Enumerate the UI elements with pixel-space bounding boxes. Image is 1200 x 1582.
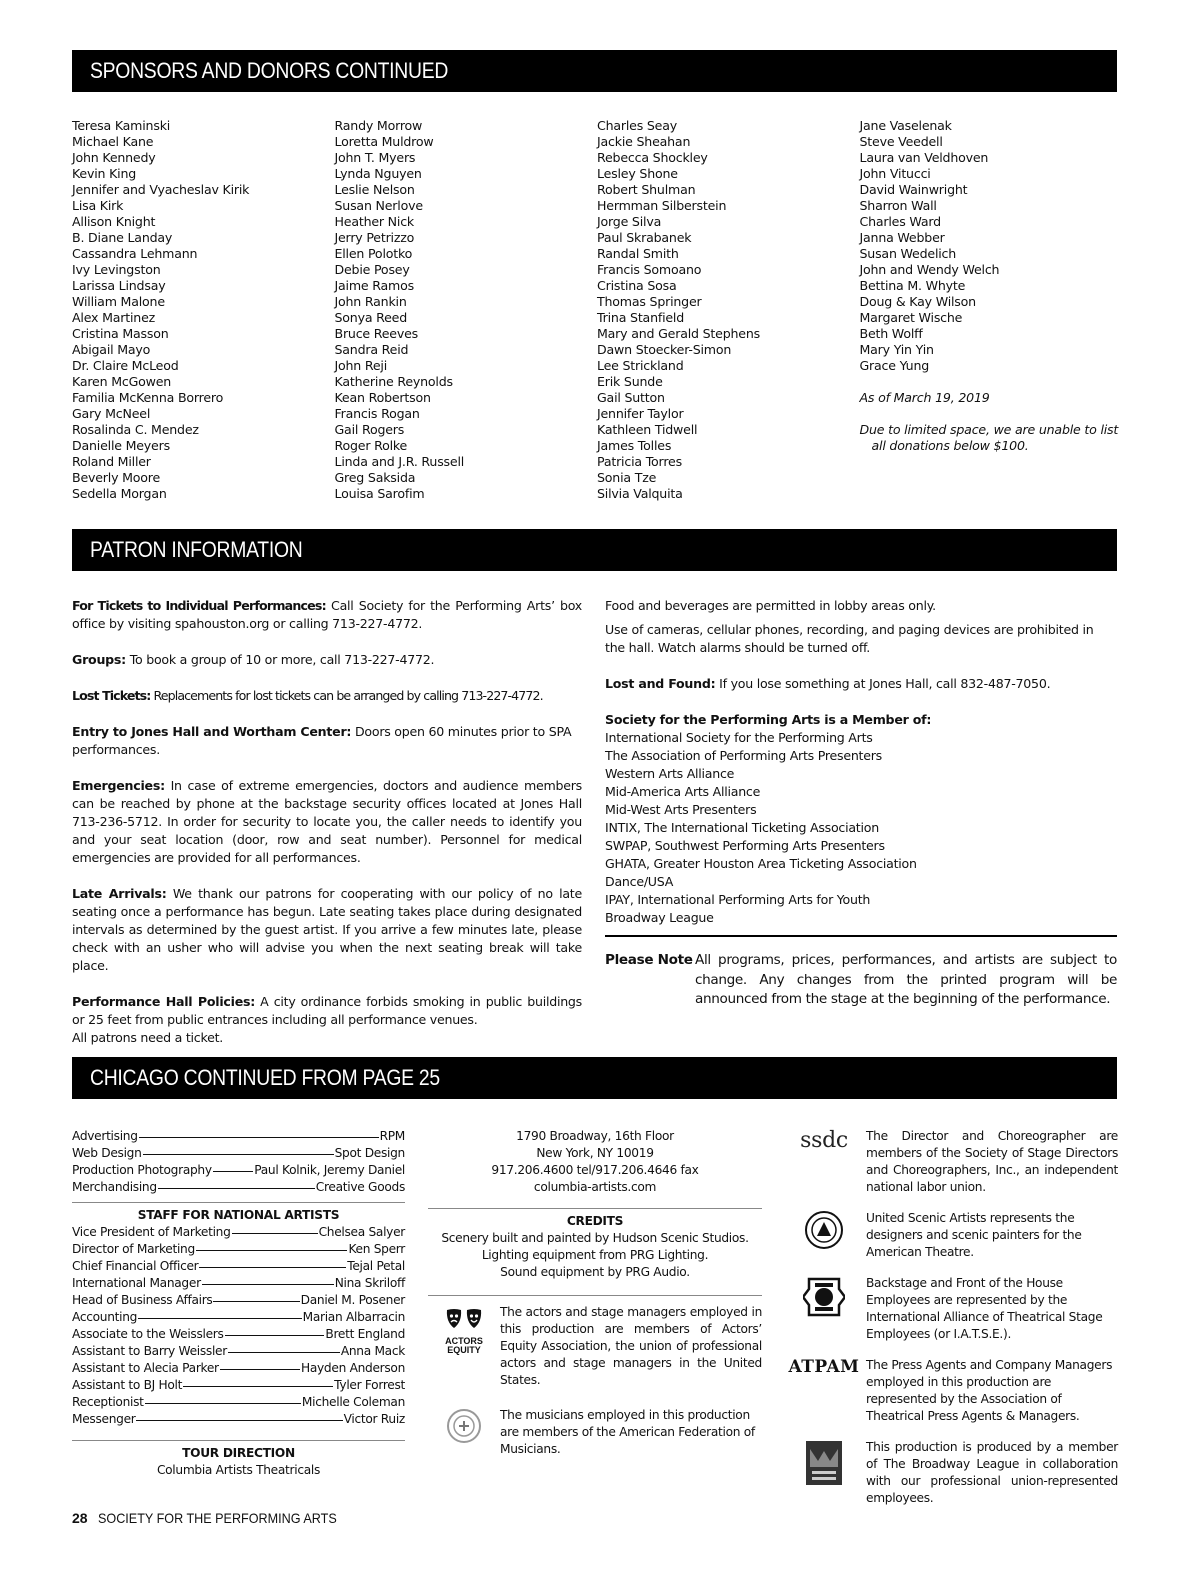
staff-row-value: Tyler Forrest (334, 1378, 405, 1392)
donor-name: Gary McNeel (72, 406, 151, 421)
donor-name: Margaret Wische (859, 310, 963, 325)
leader-line (136, 1420, 342, 1421)
donor-name: Jennifer and Vyacheslav Kirik (72, 182, 250, 197)
donor-name: Roland Miller (72, 454, 151, 469)
chicago-title: CHICAGO CONTINUED FROM PAGE 25 (90, 1065, 440, 1090)
donor-name: Erik Sunde (597, 374, 663, 389)
donor-name: Kathleen Tidwell (597, 422, 698, 437)
donor-name: Sonia Tze (597, 470, 657, 485)
donor-name: Dawn Stoecker-Simon (597, 342, 732, 357)
vendor-list (72, 1128, 405, 1196)
leader-line (158, 1188, 315, 1189)
vendor-row-value: RPM (379, 1129, 405, 1143)
donor-name: Robert Shulman (597, 182, 696, 197)
late-arrivals-label: Late Arrivals: (72, 886, 167, 901)
donor-name: William Malone (72, 294, 165, 309)
leader-line (220, 1369, 300, 1370)
page-footer (72, 1510, 363, 1526)
donor-name: Ivy Levingston (72, 262, 161, 277)
tickets-label: For Tickets to Individual Performances: (72, 598, 326, 613)
donor-name: Louisa Sarofim (334, 486, 425, 501)
member-organization: INTIX, The International Ticketing Association (605, 820, 879, 835)
donor-name: Teresa Kaminski (72, 118, 171, 133)
lost-found-label: Lost and Found: (605, 676, 716, 691)
staff-row-value: Chelsea Salyer (318, 1225, 405, 1239)
staff-row (72, 1411, 405, 1428)
donor-name: Cristina Sosa (597, 278, 677, 293)
donor-name: Doug & Kay Wilson (859, 294, 976, 309)
credits-middle-column (428, 1128, 762, 1458)
donor-name: John and Wendy Welch (859, 262, 1000, 277)
theatre-masks-icon (444, 1308, 484, 1332)
footer-title: SOCIETY FOR THE PERFORMING ARTS (97, 1510, 337, 1526)
donor-name: Rebecca Shockley (597, 150, 708, 165)
actors-equity-logo (428, 1304, 500, 1389)
donor-name: Laura van Veldhoven (859, 150, 989, 165)
patron-banner (72, 529, 1117, 571)
lost-found-text: If you lose something at Jones Hall, call 832-487-7050. (715, 676, 1051, 691)
donor-column-2 (335, 118, 598, 502)
atpam-block (782, 1357, 1118, 1425)
ssdc-text: The Director and Choreographer are members of the Society of Stage Directors and Choreographers, Inc., an independent national labor union. (866, 1129, 1118, 1194)
leader-line (139, 1137, 379, 1138)
address-line: 1790 Broadway, 16th Floor (516, 1129, 674, 1143)
staff-row-label: Head of Business Affairs (72, 1293, 213, 1307)
donation-note-line2: all donations below $100. (871, 438, 1029, 453)
donor-column-3 (597, 118, 860, 502)
donation-note (860, 422, 1123, 454)
divider (605, 935, 1117, 937)
donor-name: Steve Veedell (859, 134, 943, 149)
lost-tickets-text: Replacements for lost tickets can be arranged by calling 713-227-4772. (150, 688, 543, 703)
donor-name: Jaime Ramos (334, 278, 414, 293)
equity-block (428, 1304, 762, 1389)
groups-paragraph (72, 651, 582, 669)
donor-name: John Rankin (334, 294, 407, 309)
donor-name: Jerry Petrizzo (334, 230, 415, 245)
member-organization: Dance/USA (605, 874, 674, 889)
broadway-league-logo (782, 1439, 866, 1507)
chicago-banner (72, 1057, 1117, 1099)
leader-line (143, 1154, 334, 1155)
staff-row (72, 1309, 405, 1326)
staff-row-label: Associate to the Weisslers (72, 1327, 224, 1341)
donor-name: Rosalinda C. Mendez (72, 422, 199, 437)
equity-logo-text: ACTORS EQUITY (445, 1336, 483, 1355)
address-line: New York, NY 10019 (536, 1146, 654, 1160)
staff-row-value: Marian Albarracin (302, 1310, 405, 1324)
staff-row-label: Receptionist (72, 1395, 144, 1409)
donor-name: Cassandra Lehmann (72, 246, 198, 261)
credits-left-column (72, 1128, 405, 1479)
league-text: This production is produced by a member of The Broadway League in collaboration with our professional union-represented employees. (866, 1440, 1118, 1505)
leader-line (145, 1403, 301, 1404)
vendor-row-value: Creative Goods (315, 1180, 405, 1194)
donor-name: Kean Robertson (334, 390, 431, 405)
food-note: Food and beverages are permitted in lobby areas only. (605, 598, 936, 613)
vendor-row (72, 1179, 405, 1196)
staff-row-value: Nina Skriloff (334, 1276, 405, 1290)
donor-name: Leslie Nelson (334, 182, 415, 197)
sponsors-banner (72, 50, 1117, 92)
staff-row-label: Chief Financial Officer (72, 1259, 199, 1273)
staff-row-value: Hayden Anderson (300, 1361, 405, 1375)
donor-name: Randy Morrow (334, 118, 423, 133)
afm-text: The musicians employed in this production are members of the American Federation of Musicians. (500, 1408, 755, 1456)
staff-row (72, 1343, 405, 1360)
groups-text: To book a group of 10 or more, call 713-227-4772. (125, 652, 435, 667)
page-number: 28 (72, 1510, 88, 1526)
staff-row (72, 1224, 405, 1241)
donor-name: Gail Sutton (597, 390, 665, 405)
staff-heading: STAFF FOR NATIONAL ARTISTS (137, 1208, 340, 1222)
donor-name: Linda and J.R. Russell (334, 454, 465, 469)
staff-row (72, 1258, 405, 1275)
donor-name: Charles Ward (859, 214, 941, 229)
vendor-row (72, 1145, 405, 1162)
vendor-row-value: Paul Kolnik, Jeremy Daniel (254, 1163, 405, 1177)
member-organization: GHATA, Greater Houston Area Ticketing Association (605, 856, 917, 871)
donor-name: Danielle Meyers (72, 438, 170, 453)
late-arrivals-paragraph (72, 885, 582, 975)
donor-name: Mary and Gerald Stephens (597, 326, 760, 341)
donor-name: Ellen Polotko (334, 246, 413, 261)
hall-policies-text: A city ordinance forbids smoking in public buildings or 25 feet from public entrances including all performance venues. (72, 994, 582, 1027)
divider (72, 1440, 405, 1441)
donor-column-1 (72, 118, 335, 502)
staff-row (72, 1241, 405, 1258)
donor-name: Grace Yung (859, 358, 930, 373)
lost-tickets-paragraph (72, 687, 582, 705)
divider (72, 1202, 405, 1203)
ssdc-logo (782, 1128, 866, 1196)
usa-text: United Scenic Artists represents the designers and scenic painters for the American Theatre. (866, 1211, 1082, 1259)
donor-name: Patricia Torres (597, 454, 682, 469)
donor-name: Cristina Masson (72, 326, 169, 341)
divider (428, 1295, 762, 1296)
member-organization: Mid-America Arts Alliance (605, 784, 761, 799)
donor-name: Paul Skrabanek (597, 230, 692, 245)
donor-name: Sonya Reed (334, 310, 408, 325)
league-block (782, 1439, 1118, 1507)
donor-name: Abigail Mayo (72, 342, 151, 357)
donor-name: B. Diane Landay (72, 230, 173, 245)
tickets-text: Call Society for the Performing Arts’ box office by visiting spahouston.org or calling 713-227-4772. (72, 598, 583, 631)
donor-name: Jorge Silva (597, 214, 662, 229)
afm-block (428, 1407, 762, 1458)
divider (428, 1208, 762, 1209)
cameras-note: Use of cameras, cellular phones, recording, and paging devices are prohibited in the hall. Watch alarms should be turned off. (605, 622, 1094, 655)
please-note-label: Please Note (605, 952, 693, 968)
donor-name: Thomas Springer (597, 294, 702, 309)
credit-line: Scenery built and painted by Hudson Scenic Studios. (441, 1231, 749, 1245)
member-organization: International Society for the Performing Arts (605, 730, 873, 745)
donor-name: Lynda Nguyen (334, 166, 422, 181)
staff-row-label: Messenger (72, 1412, 136, 1426)
donor-name: Francis Rogan (334, 406, 420, 421)
member-list (605, 729, 1117, 927)
donor-name: Familia McKenna Borrero (72, 390, 224, 405)
staff-row (72, 1360, 405, 1377)
member-label (605, 711, 1117, 729)
member-organization: SWPAP, Southwest Performing Arts Presenters (605, 838, 885, 853)
donor-name: Karen McGowen (72, 374, 172, 389)
donor-name: Trina Stanfield (597, 310, 685, 325)
atpam-logo (782, 1357, 866, 1425)
staff-row-label: Accounting (72, 1310, 138, 1324)
donor-name: Jackie Sheahan (597, 134, 691, 149)
emergencies-label: Emergencies: (72, 778, 165, 793)
donor-column-4-names (860, 118, 1123, 374)
staff-row-label: Vice President of Marketing (72, 1225, 231, 1239)
iatse-block (782, 1275, 1118, 1343)
donor-column-4 (860, 118, 1123, 502)
usa-seal (782, 1210, 866, 1261)
leader-line (196, 1250, 348, 1251)
donor-name: Jennifer Taylor (597, 406, 684, 421)
hall-policies-paragraph (72, 993, 582, 1047)
donor-name: Silvia Valquita (597, 486, 683, 501)
credits-right-column (782, 1128, 1118, 1521)
donor-name: Allison Knight (72, 214, 156, 229)
united-scenic-artists-icon (804, 1210, 844, 1250)
entry-text: Doors open 60 minutes prior to SPA performances. (72, 724, 572, 757)
tickets-paragraph (72, 597, 582, 633)
vendor-row (72, 1162, 405, 1179)
staff-row-value: Victor Ruiz (343, 1412, 405, 1426)
donor-name: Mary Yin Yin (859, 342, 934, 357)
atpam-text: The Press Agents and Company Managers employed in this production are represented by the Association of Theatrical Press Agents & Managers. (866, 1358, 1113, 1423)
emergencies-text: In case of extreme emergencies, doctors and audience members can be reached by phone at the backstage security offices located at Jones Hall 713-236-5712. In order for security to locate you, the caller needs to identify you and your seat location (door, row and seat number). Personnel for medical emergencies are provided for all performances. (72, 778, 582, 865)
staff-row (72, 1394, 405, 1411)
staff-row-value: Ken Sperr (348, 1242, 405, 1256)
staff-row-label: Director of Marketing (72, 1242, 195, 1256)
staff-row-value: Brett England (325, 1327, 405, 1341)
donor-name: Katherine Reynolds (334, 374, 453, 389)
as-of-date: As of March 19, 2019 (859, 390, 990, 405)
broadway-league-icon (806, 1439, 842, 1485)
staff-list (72, 1224, 405, 1428)
donor-name: Greg Saksida (334, 470, 416, 485)
iatse-icon (803, 1275, 845, 1319)
staff-row (72, 1326, 405, 1343)
staff-row (72, 1292, 405, 1309)
equity-text: The actors and stage managers employed in this production are members of Actors’ Equity Association, the union of professional actors and stage managers in the United States. (500, 1305, 762, 1387)
leader-line (228, 1352, 340, 1353)
leader-line (202, 1284, 334, 1285)
leader-line (225, 1335, 325, 1336)
hall-policies-label: Performance Hall Policies: (72, 994, 256, 1009)
leader-line (213, 1301, 299, 1302)
please-note-text: All programs, prices, performances, and artists are subject to change. Any changes from the printed program will be announced from the stage at the beginning of the performance. (695, 952, 1117, 1007)
member-organization: Broadway League (605, 910, 714, 925)
donor-name: Dr. Claire McLeod (72, 358, 179, 373)
address-line: columbia-artists.com (533, 1180, 657, 1194)
donor-name: Hermman Silberstein (597, 198, 727, 213)
member-label-text: Society for the Performing Arts is a Member of: (605, 712, 932, 727)
staff-row-value: Anna Mack (340, 1344, 405, 1358)
staff-row-label: Assistant to Barry Weissler (72, 1344, 227, 1358)
patron-info-right (605, 597, 1117, 1010)
groups-label: Groups: (72, 652, 126, 667)
atpam-logo-text: ATPAM (788, 1357, 860, 1377)
hall-policies-text2: All patrons need a ticket. (72, 1030, 224, 1045)
leader-line (183, 1386, 333, 1387)
patron-info-left (72, 597, 582, 1047)
member-organization: Mid-West Arts Presenters (605, 802, 757, 817)
donor-name: Jane Vaselenak (859, 118, 952, 133)
emergencies-paragraph (72, 777, 582, 867)
staff-row-label: International Manager (72, 1276, 201, 1290)
vendor-row-value: Spot Design (334, 1146, 405, 1160)
donor-name: Sharron Wall (859, 198, 937, 213)
donor-name: Francis Somoano (597, 262, 702, 277)
donor-list (72, 118, 1122, 502)
afm-seal (428, 1407, 500, 1458)
donor-name: James Tolles (597, 438, 672, 453)
vendor-row-label: Merchandising (72, 1180, 157, 1194)
staff-row-value: Tejal Petal (347, 1259, 405, 1273)
ssdc-block (782, 1128, 1118, 1196)
donor-name: Bettina M. Whyte (859, 278, 966, 293)
staff-row-value: Michelle Coleman (301, 1395, 405, 1409)
donor-name: Alex Martinez (72, 310, 156, 325)
donor-name: Susan Nerlove (334, 198, 423, 213)
late-arrivals-text: We thank our patrons for cooperating with our policy of no late seating once a performance has begun. Late seating takes place during designated intervals as determined by the guest artist. If you arrive a few minutes late, please check with an usher who will advise you when the next seating break will take place. (72, 886, 582, 973)
leader-line (232, 1233, 318, 1234)
leader-line (138, 1318, 302, 1319)
vendor-row-label: Web Design (72, 1146, 142, 1160)
donor-name: Lee Strickland (597, 358, 684, 373)
vendor-row (72, 1128, 405, 1145)
donor-name: Beverly Moore (72, 470, 161, 485)
please-note (605, 951, 1117, 1010)
iatse-logo (782, 1275, 866, 1343)
donor-name: Debie Posey (334, 262, 410, 277)
vendor-row-label: Production Photography (72, 1163, 212, 1177)
credit-line: Sound equipment by PRG Audio. (500, 1265, 690, 1279)
credit-line: Lighting equipment from PRG Lighting. (481, 1248, 709, 1262)
donor-name: Susan Wedelich (859, 246, 957, 261)
donor-name: Roger Rolke (334, 438, 408, 453)
iatse-text: Backstage and Front of the House Employees are represented by the International Alliance of Theatrical Stage Employees (or I.A.T.S.E.). (866, 1276, 1103, 1341)
staff-row (72, 1377, 405, 1394)
staff-row (72, 1275, 405, 1292)
lost-tickets-label: Lost Tickets: (72, 688, 151, 703)
donor-name: Charles Seay (597, 118, 677, 133)
patron-title: PATRON INFORMATION (90, 537, 303, 562)
donor-name: Kevin King (72, 166, 137, 181)
tour-text: Columbia Artists Theatricals (156, 1463, 321, 1477)
staff-row-value: Daniel M. Posener (300, 1293, 405, 1307)
donor-name: Loretta Muldrow (334, 134, 434, 149)
vendor-row-label: Advertising (72, 1129, 138, 1143)
donation-note-line1: Due to limited space, we are unable to list (859, 422, 1119, 437)
member-organization: IPAY, International Performing Arts for Youth (605, 892, 871, 907)
usa-block (782, 1210, 1118, 1261)
donor-name: John Kennedy (72, 150, 156, 165)
leader-line (213, 1171, 253, 1172)
credits-list (428, 1230, 762, 1281)
address-block (428, 1128, 762, 1196)
donor-name: Heather Nick (334, 214, 415, 229)
entry-label: Entry to Jones Hall and Wortham Center: (72, 724, 352, 739)
donor-name: Lesley Shone (597, 166, 678, 181)
staff-row-label: Assistant to BJ Holt (72, 1378, 183, 1392)
donor-name: Janna Webber (859, 230, 945, 245)
lost-found-paragraph (605, 675, 1117, 693)
sponsors-title: SPONSORS AND DONORS CONTINUED (90, 58, 449, 83)
member-organization: The Association of Performing Arts Presenters (605, 748, 882, 763)
donor-name: Lisa Kirk (72, 198, 124, 213)
donor-name: David Wainwright (859, 182, 968, 197)
donor-name: Sedella Morgan (72, 486, 167, 501)
leader-line (199, 1267, 346, 1268)
donor-name: Randal Smith (597, 246, 679, 261)
donor-name: Beth Wolff (859, 326, 923, 341)
ssdc-logo-text: ssdc (800, 1128, 848, 1153)
member-organization: Western Arts Alliance (605, 766, 735, 781)
donor-name: John Vitucci (859, 166, 931, 181)
tour-heading: TOUR DIRECTION (182, 1446, 295, 1460)
donor-name: John Reji (334, 358, 388, 373)
afm-seal-icon (445, 1407, 483, 1445)
address-line: 917.206.4600 tel/917.206.4646 fax (491, 1163, 699, 1177)
donor-name: Bruce Reeves (334, 326, 419, 341)
donor-name: Sandra Reid (334, 342, 409, 357)
staff-row-label: Assistant to Alecia Parker (72, 1361, 219, 1375)
donor-name: Michael Kane (72, 134, 154, 149)
donor-name: Larissa Lindsay (72, 278, 166, 293)
donor-name: John T. Myers (334, 150, 416, 165)
credits-heading: CREDITS (566, 1214, 624, 1228)
donor-name: Gail Rogers (334, 422, 405, 437)
entry-paragraph (72, 723, 582, 759)
